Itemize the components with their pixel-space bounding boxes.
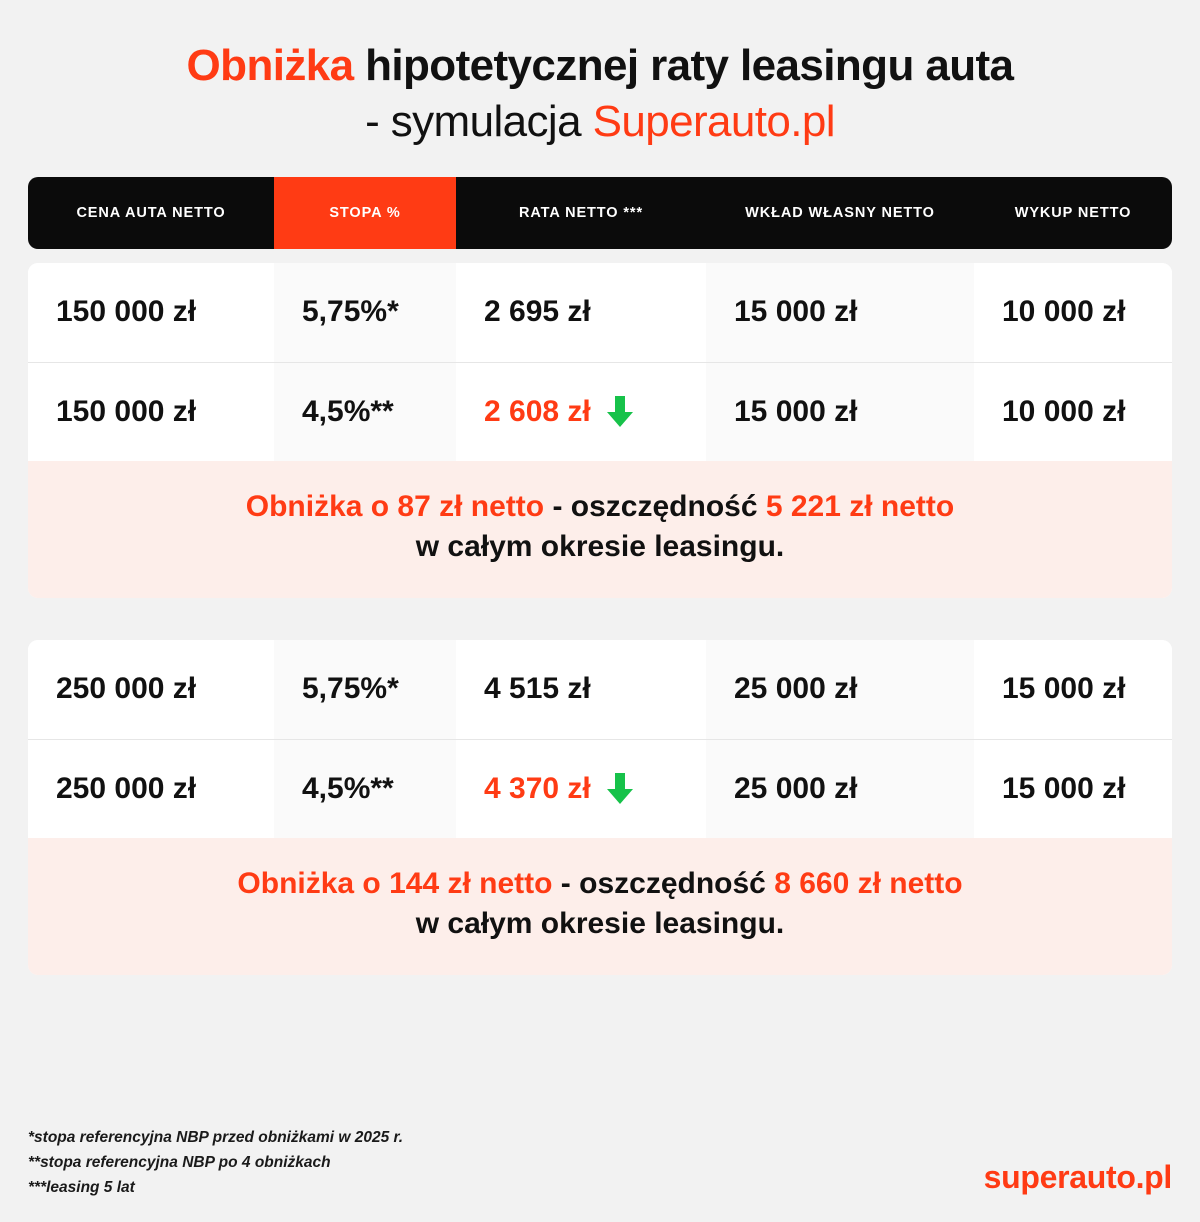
table-header-row — [28, 177, 1172, 249]
cell-installment: 4 515 zł — [484, 672, 591, 706]
table-row — [28, 263, 1172, 362]
cell-price: 250 000 zł — [56, 771, 197, 805]
cell-down-payment: 25 000 zł — [706, 640, 974, 739]
title-brand-accent: Superauto.pl — [592, 97, 835, 147]
cell-rate: 4,5%** — [274, 740, 456, 838]
column-header-buyout: WYKUP NETTO — [1014, 204, 1132, 221]
cell-buyout: 15 000 zł — [1002, 771, 1126, 805]
cell-installment-reduced — [456, 740, 706, 838]
summary-line-1 — [48, 864, 1152, 905]
cell-rate: 4,5%** — [274, 363, 456, 461]
table-block-150k — [28, 263, 1172, 598]
table-block-250k — [28, 640, 1172, 975]
cell-price: 250 000 zł — [56, 672, 197, 706]
table-row — [28, 739, 1172, 838]
title-line-2-plain: - symulacja — [365, 97, 593, 147]
title-line-2 — [28, 94, 1172, 150]
column-header-rate: STOPA % — [274, 177, 456, 249]
cell-installment-value: 2 608 zł — [484, 394, 591, 428]
footnote-1: *stopa referencyjna NBP przed obniżkami w 2025 r. — [28, 1128, 404, 1146]
cell-buyout: 10 000 zł — [1002, 295, 1126, 329]
cell-price: 150 000 zł — [56, 394, 197, 428]
summary-line-2: w całym okresie leasingu. — [415, 907, 785, 941]
cell-rate: 5,75%* — [274, 640, 456, 739]
summary-strip-250k — [28, 838, 1172, 975]
summary-reduction: Obniżka o 87 zł netto — [245, 489, 545, 523]
footer — [28, 1125, 1172, 1200]
summary-connector: - oszczędność — [544, 489, 766, 523]
brand-logo: superauto.pl — [983, 1159, 1172, 1195]
footnote-3: ***leasing 5 lat — [28, 1178, 135, 1196]
footnotes — [28, 1125, 403, 1200]
column-header-down-payment: WKŁAD WŁASNY NETTO — [745, 204, 935, 221]
footnote-2: **stopa referencyjna NBP po 4 obniżkach — [28, 1153, 331, 1171]
cell-down-payment: 15 000 zł — [706, 263, 974, 362]
title-line-1-rest: hipotetycznej raty leasingu auta — [353, 41, 1014, 90]
table-row — [28, 362, 1172, 461]
summary-reduction: Obniżka o 144 zł netto — [237, 866, 553, 900]
cell-down-payment: 25 000 zł — [706, 740, 974, 838]
title-line-1 — [28, 38, 1172, 94]
cell-rate: 5,75%* — [274, 263, 456, 362]
table-row — [28, 640, 1172, 739]
cell-price: 150 000 zł — [56, 295, 197, 329]
column-header-price: CENA AUTA NETTO — [76, 204, 226, 221]
cell-buyout: 10 000 zł — [1002, 394, 1126, 428]
summary-line-1 — [48, 487, 1152, 528]
summary-connector: - oszczędność — [552, 866, 775, 900]
summary-total-saving: 5 221 zł netto — [765, 489, 955, 523]
cell-buyout: 15 000 zł — [1002, 672, 1126, 706]
summary-total-saving: 8 660 zł netto — [774, 866, 963, 900]
cell-installment-value: 4 370 zł — [484, 771, 591, 805]
cell-installment: 2 695 zł — [484, 295, 591, 329]
summary-line-2: w całym okresie leasingu. — [415, 530, 785, 564]
arrow-down-icon — [605, 773, 635, 805]
page-title — [28, 0, 1172, 151]
arrow-down-icon — [605, 396, 635, 428]
column-header-installment: RATA NETTO *** — [518, 204, 644, 221]
summary-strip-150k — [28, 461, 1172, 598]
cell-down-payment: 15 000 zł — [706, 363, 974, 461]
title-accent-word: Obniżka — [186, 41, 354, 90]
cell-installment-reduced — [456, 363, 706, 461]
